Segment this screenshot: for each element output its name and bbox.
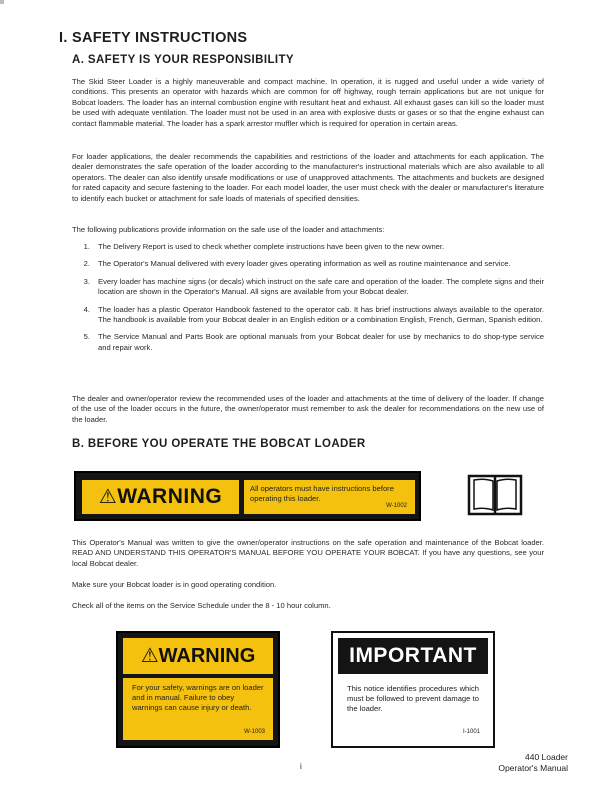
warning-triangle-icon: ⚠ (140, 645, 159, 667)
list-text: The loader has a plastic Operator Handbook fastened to the operator cab. It has brief instructions always available to the operator. The handbook is available from your Bobcat dealer in an English edition or a combination English, French, German, Spanish edition. (98, 304, 544, 325)
paragraph-closing: The dealer and owner/operator review the recommended uses of the loader and attachments at the time of delivery of the loader. If change of the use of the loader occurs in the future, the owner/operator must remember to ask the dealer for recommendations on the new use of the loader. (72, 394, 544, 424)
list-item (72, 305, 544, 326)
warning-banner-message (244, 480, 415, 514)
list-number: 4. (83, 304, 90, 314)
warning-label-code: W-1003 (244, 729, 265, 735)
paragraph-manual: This Operator's Manual was written to give the owner/operator instructions on the safe operation and maintenance of the Bobcat loader. READ AND UNDERSTAND THIS OPERATOR'S MANUAL BEFORE YOU OPERATE YOUR BOBCAT. If you have any questions, see your local Bobcat dealer. (72, 538, 544, 568)
subsection-a-title: A. SAFETY IS YOUR RESPONSIBILITY (72, 54, 294, 66)
important-code: I-1001 (462, 729, 480, 735)
warning-triangle-icon: ⚠ (98, 486, 118, 508)
list-number: 3. (83, 276, 90, 286)
warning-word: WARNING (158, 645, 256, 667)
important-label (331, 631, 495, 748)
list-item (72, 277, 544, 298)
footer (468, 752, 568, 774)
warning-banner-title (82, 480, 239, 514)
scan-corner-mark (0, 0, 4, 4)
list-number: 2. (83, 259, 90, 269)
list-item (72, 332, 544, 353)
paragraph-dealer: For loader applications, the dealer recommends the capabilities and restrictions of the loader and attachments for each application. The dealer demonstrates the safe operation of the loader according to the manufacturer's instructional materials which are also available to all operators. The dealer can also identify unsafe modifications or use of unapproved attachments. The attachments and buckets are designed for rated capacity and secure fastening to the loader. For each model loader, the user must check with the dealer or manufacturer's literature to identify each bucket or attachment for safe loads of materials of specified densities. (72, 152, 544, 203)
list-text: Every loader has machine signs (or decals) which instruct on the safe care and operation of the loader. The complete signs and their location are shown in the Operator's Manual. All signs are available from your Bobcat dealer. (98, 276, 544, 297)
warning-label-text: For your safety, warnings are on loader and in manual. Failure to obey warnings can cause injury or death. (132, 683, 264, 712)
subsection-b-title: B. BEFORE YOU OPERATE THE BOBCAT LOADER (72, 438, 366, 450)
section-title: I. SAFETY INSTRUCTIONS (59, 30, 248, 46)
list-number: 1. (83, 242, 90, 251)
paragraph-intro: The Skid Steer Loader is a highly maneuverable and compact machine. In operation, it is rugged and useful under a wide variety of conditions. This presents an operator with hazards which are common for off highway, rough terrain applications but are not unique for Bobcat loaders. The loader has an internal combustion engine with resultant heat and exhaust. All exhaust gases can kill so the loader must be used with adequate ventilation. The loader must not be used in an area with explosive dusts or gases or so that the engine exhaust can contact flammable material. The loader has a spark arrestor muffler which is required for operation in certain areas. (72, 77, 544, 128)
list-item (72, 242, 544, 252)
list-number: 5. (83, 332, 90, 342)
warning-word: WARNING (117, 485, 223, 508)
important-title: IMPORTANT (338, 638, 488, 674)
paragraph-publications: The following publications provide information on the safe use of the loader and attachments: (72, 225, 385, 234)
list-text: The Operator's Manual delivered with every loader gives operating information as well as routine maintenance and service. (98, 259, 511, 269)
warning-label-title (123, 638, 273, 674)
footer-manual: Operator's Manual (498, 763, 568, 773)
warning-message-text: All operators must have instructions before operating this loader. (250, 484, 394, 503)
warning-banner (74, 471, 421, 521)
footer-model: 440 Loader (524, 752, 568, 762)
publications-list (72, 242, 544, 360)
important-body (338, 678, 488, 740)
warning-code: W-1002 (386, 502, 407, 509)
page-number: i (300, 762, 302, 771)
paragraph-condition: Make sure your Bobcat loader is in good operating condition. (72, 580, 277, 589)
warning-label (116, 631, 280, 748)
list-text: The Service Manual and Parts Book are optional manuals from your Bobcat dealer for use by mechanics to do shop-type service and repair work. (98, 332, 544, 352)
paragraph-schedule: Check all of the items on the Service Schedule under the 8 - 10 hour column. (72, 601, 331, 610)
list-text: The Delivery Report is used to check whether complete instructions have been given to the new owner. (98, 242, 445, 251)
open-book-icon (466, 472, 524, 518)
list-item (72, 259, 544, 269)
warning-label-body (123, 678, 273, 740)
important-text: This notice identifies procedures which must be followed to prevent damage to the loader. (347, 684, 479, 713)
